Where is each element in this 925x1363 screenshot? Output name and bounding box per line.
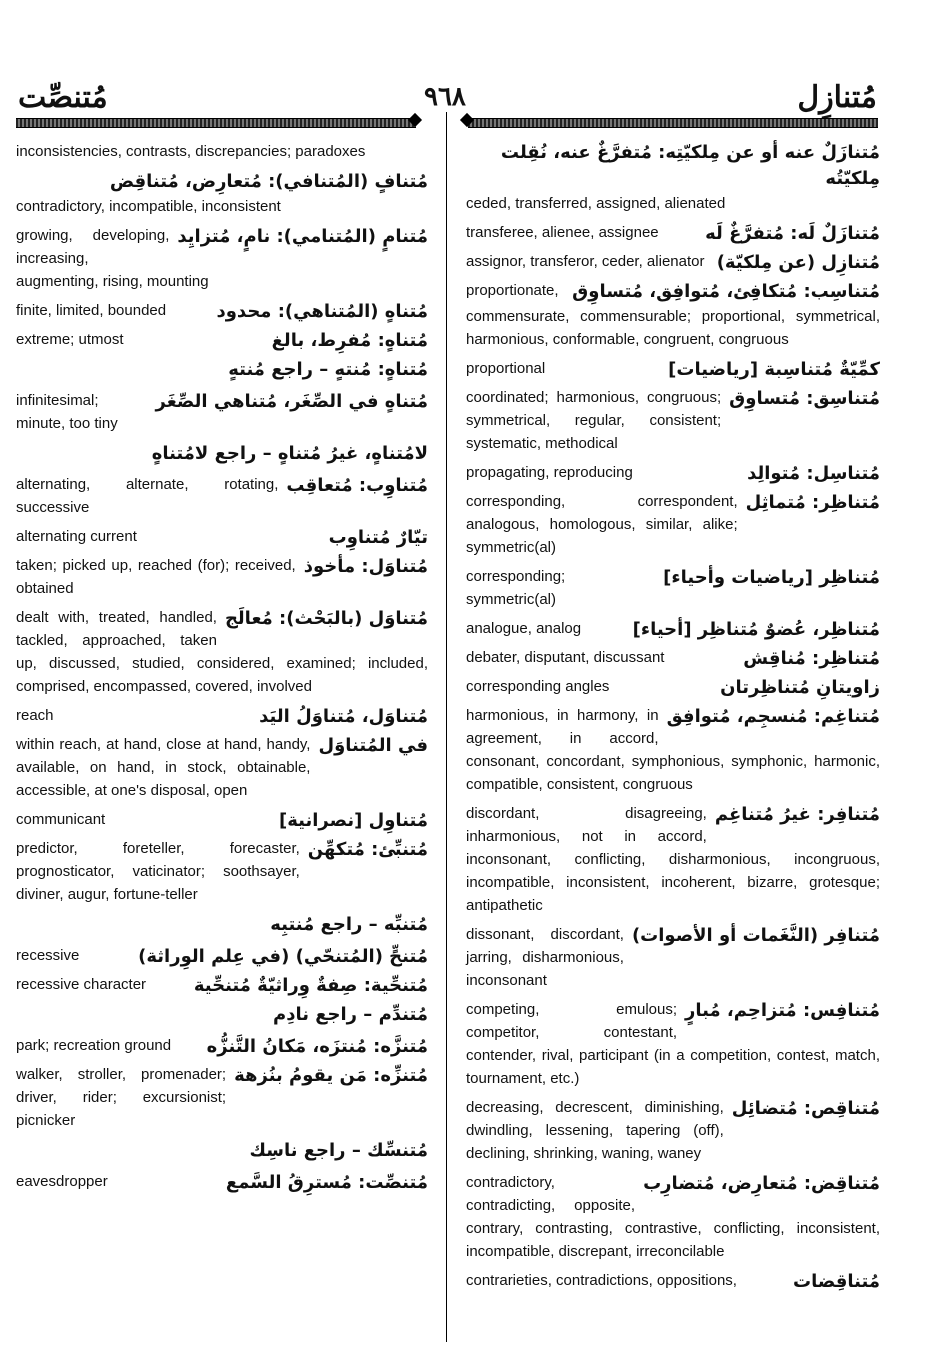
dictionary-entry <box>16 525 428 548</box>
dictionary-entry <box>16 912 428 938</box>
dictionary-entry <box>466 490 880 559</box>
english-definition: recessive character <box>16 976 147 993</box>
arabic-headword: مُتنصِّت: مُسترِقُ السَّمع <box>225 1172 428 1193</box>
dictionary-entry <box>16 140 428 163</box>
arabic-headword: مُتناوِب: مُتعاقِب <box>286 475 428 496</box>
dictionary-entry <box>16 554 428 600</box>
dictionary-entry <box>466 221 880 244</box>
dictionary-entry <box>16 1034 428 1057</box>
arabic-headword: مُتناهٍ: مُفرِط، بالغ <box>271 330 428 351</box>
arabic-headword: مُتنافٍ (المُتنافي): مُتعارِض، مُتناقِض <box>109 171 428 192</box>
header-rule-right <box>468 118 878 128</box>
english-definition: competing, emulous; competitor, contestant, contender, rival, participant (in a competition, contest, match, tournament, etc.) <box>466 1001 880 1087</box>
english-definition: assignor, transferor, ceder, alienator <box>466 253 705 270</box>
english-definition: predictor, foreteller, forecaster, prognosticator, vaticinator; soothsayer, diviner, augur, fortune-teller <box>16 840 300 903</box>
dictionary-entry <box>16 733 428 802</box>
arabic-headword: مُتناغِم: مُنسجِم، مُتوافِق <box>666 706 880 727</box>
dictionary-entry <box>466 140 880 215</box>
arabic-headword: مُتناقِص: مُتضائِل <box>731 1098 880 1119</box>
arabic-headword: مُتناقِضات <box>793 1271 880 1292</box>
dictionary-entry <box>466 461 880 484</box>
arabic-headword: مُتناهٍ: مُنتهٍ – راجع مُنتهٍ <box>228 359 428 380</box>
dictionary-entry <box>16 1138 428 1164</box>
arabic-headword: مُتناسِب: مُتكافِئ، مُتوافِق، مُتساوِق <box>572 281 880 302</box>
english-definition: corresponding, correspondent, analogous, homologous, similar, alike; symmetric(al) <box>466 493 738 556</box>
arabic-headword: مُتناظِر [رياضيات وأحياء] <box>663 567 880 588</box>
arabic-headword: لامُتناهٍ، غيرُ مُتناهٍ – راجع لامُتناهٍ <box>151 443 428 464</box>
english-definition: corresponding angles <box>466 678 610 695</box>
dictionary-entry <box>16 299 428 322</box>
english-definition: dissonant, discordant, jarring, disharmonious, inconsonant <box>466 926 624 989</box>
arabic-headword: مُتنبِّئ: مُتكهِّن <box>307 839 428 860</box>
english-definition: contradictory, incompatible, inconsistent <box>16 198 281 215</box>
dictionary-entry <box>466 704 880 796</box>
arabic-headword: مُتنازَلٌ لَه: مُتفرَّغٌ لَه <box>705 223 880 244</box>
dictionary-entry <box>466 617 880 640</box>
dictionary-entry <box>466 1096 880 1165</box>
dictionary-entry <box>466 279 880 351</box>
header-rule-left <box>16 118 416 128</box>
english-definition: ceded, transferred, assigned, alienated <box>466 195 726 212</box>
arabic-headword: مُتناسِق: مُتساوِق <box>729 388 880 409</box>
dictionary-entry <box>466 565 880 611</box>
arabic-headword: مُتناقِض: مُتعارِض، مُتضارِب <box>643 1173 880 1194</box>
arabic-headword: زاويتانِ مُتناظِرتان <box>720 677 880 698</box>
arabic-headword: مُتناوَل (بالبَحْث): مُعالَج <box>224 608 428 629</box>
english-definition: walker, stroller, promenader; driver, rider; excursionist; picnicker <box>16 1066 227 1129</box>
dictionary-entry <box>466 802 880 917</box>
arabic-headword: مُتنبِّه – راجع مُنتبِه <box>270 914 428 935</box>
dictionary-entry <box>16 1002 428 1028</box>
dictionary-entry <box>466 923 880 992</box>
dictionary-entry <box>16 1170 428 1193</box>
dictionary-entry <box>466 250 880 273</box>
dictionary-entry <box>16 441 428 467</box>
dictionary-entry <box>466 646 880 669</box>
dictionary-entry <box>466 1269 880 1292</box>
page-number: ٩٦٨ <box>424 82 466 111</box>
english-definition: decreasing, decrescent, diminishing, dwindling, lessening, tapering (off), declining, shrinking, waning, waney <box>466 1099 724 1162</box>
english-definition: extreme; utmost <box>16 331 124 348</box>
english-definition: dealt with, treated, handled, tackled, approached, taken up, discussed, studied, considered, examined; included, comprised, encompassed, covered, involved <box>16 609 428 695</box>
arabic-headword: مُتناوَل: مأخوذ <box>303 556 428 577</box>
arabic-headword: مُتنسِّك – راجع ناسِك <box>249 1140 428 1161</box>
english-definition: analogue, analog <box>466 620 582 637</box>
arabic-headword: مُتناوِل [نصرانية] <box>278 810 428 831</box>
english-definition: discordant, disagreeing, inharmonious, not in accord, inconsonant, conflicting, disharmonious, incongruous, incompatible, inconsistent, incoherent, bizarre, grotesque; antipathetic <box>466 805 880 914</box>
arabic-headword: مُتنزَّه: مُنتزَه، مَكانُ التَّنزُّه <box>206 1036 428 1057</box>
arabic-headword: مُتندِّم – راجع نادِم <box>273 1004 428 1025</box>
running-headword-right: مُتنازِل <box>797 81 877 114</box>
right-column <box>466 140 880 1298</box>
running-headword-left: مُتنصِّت <box>18 81 108 114</box>
dictionary-entry <box>466 357 880 380</box>
english-definition: debater, disputant, discussant <box>466 649 665 666</box>
dictionary-entry <box>16 704 428 727</box>
arabic-headword: مُتنافِر: غيرُ مُتناغِم <box>714 804 880 825</box>
left-column <box>16 140 428 1199</box>
english-definition: corresponding; symmetric(al) <box>466 568 566 608</box>
dictionary-entry <box>466 675 880 698</box>
dictionary-entry <box>16 328 428 351</box>
english-definition: contradictory, contradicting, opposite, contrary, contrasting, contrastive, conflicting, inconsistent, incompatible, discrepant, irreconcilable <box>466 1174 880 1260</box>
english-definition: coordinated; harmonious, congruous; symmetrical, regular, consistent; systematic, methodical <box>466 389 722 452</box>
arabic-headword: مُتناهٍ (المُتناهي): محدود <box>216 301 428 322</box>
english-definition: infinitesimal; minute, too tiny <box>16 392 118 432</box>
english-definition: finite, limited, bounded <box>16 302 167 319</box>
english-definition: taken; picked up, reached (for); received, obtained <box>16 557 296 597</box>
dictionary-entry <box>466 1171 880 1263</box>
english-definition: alternating, alternate, rotating, successive <box>16 476 279 516</box>
page-header <box>0 80 925 120</box>
dictionary-entry <box>16 357 428 383</box>
arabic-headword: مُتناسِل: مُتوالِد <box>747 463 880 484</box>
arabic-headword: مُتنامٍ (المُتنامي): نامٍ، مُتزايِد <box>177 226 428 247</box>
english-definition: recessive <box>16 947 80 964</box>
english-definition: propagating, reproducing <box>466 464 633 481</box>
dictionary-entry <box>466 998 880 1090</box>
dictionary-entry <box>16 606 428 698</box>
english-definition: proportional <box>466 360 546 377</box>
english-definition: proportionate, commensurate, commensurable; proportional, symmetrical, harmonious, conformable, congruent, congruous <box>466 282 880 348</box>
dictionary-entry <box>16 808 428 831</box>
arabic-headword: مُتناظِر، عُضوٌ مُتناظِر [أحياء] <box>632 619 880 640</box>
dictionary-entry <box>16 224 428 293</box>
arabic-headword: مُتنازَلٌ عنه أو عن مِلكيّتِه: مُتفرَّغٌ عنه، نُقِلت مِلكيّتُه <box>500 142 880 189</box>
arabic-headword: في المُتناوَل <box>318 735 428 756</box>
english-definition: alternating current <box>16 528 137 545</box>
english-definition: inconsistencies, contrasts, discrepancies; paradoxes <box>16 143 366 160</box>
english-definition: within reach, at hand, close at hand, handy, available, on hand, in stock, obtainable, accessible, at one's disposal, open <box>16 736 311 799</box>
english-definition: contrarieties, contradictions, oppositions, <box>466 1272 737 1289</box>
arabic-headword: مُتناوَل، مُتناوَلُ اليَد <box>259 706 428 727</box>
arabic-headword: مُتناظِر: مُناقِش <box>743 648 880 669</box>
dictionary-entry <box>16 1063 428 1132</box>
arabic-headword: مُتناهٍ في الصِّغَر، مُتناهي الصِّغَر <box>155 391 428 412</box>
arabic-headword: مُتنزِّه: مَن يقومُ بنُزهة <box>234 1065 428 1086</box>
dictionary-entry <box>466 386 880 455</box>
dictionary-entry <box>16 169 428 218</box>
arabic-headword: مُتنحِّية: صِفةٌ وِراثيّةٌ مُتنحِّية <box>193 975 428 996</box>
column-divider <box>446 112 447 1342</box>
english-definition: park; recreation ground <box>16 1037 172 1054</box>
english-definition: harmonious, in harmony, in agreement, in accord, consonant, concordant, symphonious, symphonic, harmonic, compatible, consistent, congruous <box>466 707 880 793</box>
arabic-headword: مُتناظِر: مُتماثِل <box>745 492 880 513</box>
dictionary-entry <box>16 837 428 906</box>
dictionary-entry <box>16 389 428 435</box>
english-definition: communicant <box>16 811 106 828</box>
dictionary-entry <box>16 973 428 996</box>
english-definition: transferee, alienee, assignee <box>466 224 659 241</box>
dictionary-entry <box>16 944 428 967</box>
arabic-headword: مُتنافِر (النَّغَمات أو الأصوات) <box>631 925 880 946</box>
arabic-headword: تيّارٌ مُتناوِب <box>328 527 428 548</box>
arabic-headword: مُتنافِس: مُتزاحِم، مُبارٍ <box>685 1000 880 1021</box>
english-definition: growing, developing, increasing, augmenting, rising, mounting <box>16 227 209 290</box>
arabic-headword: كمِّيّةٌ مُتناسِبة [رياضيات] <box>668 359 880 380</box>
english-definition: eavesdropper <box>16 1173 108 1190</box>
arabic-headword: مُتنحٍّ (المُتنحّي) (في عِلم الوِراثة) <box>138 946 428 967</box>
english-definition: reach <box>16 707 54 724</box>
arabic-headword: مُتنازِل (عن مِلكيّة) <box>716 252 880 273</box>
dictionary-entry <box>16 473 428 519</box>
